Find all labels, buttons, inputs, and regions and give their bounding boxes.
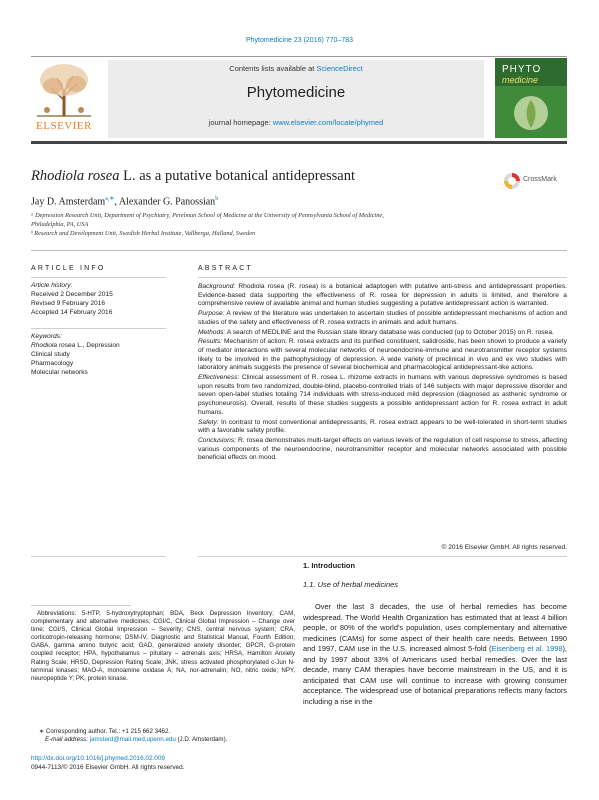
author-panossian-affil[interactable]: b	[215, 196, 219, 202]
keywords-rule	[31, 328, 166, 329]
email-suffix: (J.D. Amsterdam).	[175, 736, 228, 744]
keyword-species: Rhodiola rosea	[31, 342, 76, 349]
abbreviations-text: Abbreviations: 5-HTP, 5-hydroxytryptophan; BDA, Beck Depression Inventory; CAM, complementary and alternative medicines; CGI/C, Clinical Global Impression – Change over time; CGI/S, Clinical Global Impression – Severity; CNS, central nervous system; CRA, corticotropin-releasing hormone; DSM-IV, Diagnostic and Statistical Manual, Fourth Edition; GABA, gamma amino butyric acid; GAD, generalized anxiety disorder; GPCR, G-protein coupled receptor; HPA, hypothalamus – pituitary – adrenals axis; HRSA, Hamilton Anxiety Rating Scale; HRSD, Depression Rating Scale; JNK, stress activated phosphorylated c-Jun N-terminal kinases; MAO-A, monoamine oxidase A; NA, nor-adrenalin; NO, nitric oxide; NPY, neuropeptide Y; PK, protein kinase.	[31, 610, 295, 682]
header-bottom-rule	[31, 141, 567, 144]
article-history-label	[31, 282, 171, 291]
abstract-methods-label: Methods:	[198, 328, 226, 336]
abstract-effectiveness-label: Effectiveness:	[198, 374, 240, 382]
homepage-line	[108, 118, 484, 127]
email-label: E-mail address:	[45, 736, 90, 744]
footnote-rule	[31, 605, 131, 606]
section-heading: 1. Introduction	[303, 561, 356, 570]
affiliation-a-line2: Philadelphia, PA, USA	[31, 221, 89, 228]
abstract-methods-text: A search of MEDLINE and the Russian state library database was conducted (up to October 2015) on R. rosea.	[226, 328, 554, 336]
keyword-rest: L., Depression	[75, 342, 120, 349]
header-top-rule	[31, 56, 567, 57]
abstract-conclusions-text: R. rosea demonstrates multi-target effects on various levels of the regulation of cell response to stress, affecting various components of the neuroendocrine, neurotransmitter receptor and molecular networks associated with possible beneficial effects on mood.	[198, 436, 567, 462]
keyword-item: Clinical study	[31, 351, 70, 358]
subsection-heading: 1.1. Use of herbal medicines	[303, 580, 399, 589]
accepted-date: Accepted 14 February 2016	[31, 309, 113, 316]
abstract-effectiveness	[198, 374, 567, 418]
abstract-results-text: Mechanism of action: R. rosea extracts and its purified constituent, salidroside, has been shown to produce a variety of mediator interactions with several molecular networks of neuroendocrine-immune and neurotransmitter receptor systems likely to be involved in the pathophysiology of depression. A wide variety of preclinical in vivo and ex vivo studies with laboratory animals suggests the presence of several biochemical and pharmacological antidepressant-like actions.	[198, 338, 567, 372]
abstract-purpose-label: Purpose:	[198, 310, 225, 318]
article-info-rule	[31, 277, 166, 278]
author-list	[31, 195, 218, 207]
crossmark-icon	[503, 172, 521, 190]
keywords-label	[31, 333, 171, 342]
author-amsterdam[interactable]: Jay D. Amsterdam	[31, 196, 106, 208]
abstract-results-label: Results:	[198, 338, 222, 346]
abbreviations-footnote	[31, 610, 295, 683]
abstract-safety-label: Safety:	[198, 418, 219, 426]
keyword-item: Pharmacology	[31, 360, 74, 367]
intro-paragraph	[303, 602, 567, 707]
author-panossian[interactable]: Alexander G. Panossian	[118, 196, 216, 208]
abstract-background-text: Rhodiola rosea (R. rosea) is a botanical adaptogen with putative anti-stress and antidepressant properties. Evidence-based data supporting the effectiveness of R. rosea for depression in adults is limited, and therefore a comprehensive review of available animal and human studies suggesting a putative antidepressant action is warranted.	[198, 283, 567, 308]
abstract-background	[198, 283, 567, 309]
crossmark-label[interactable]: CrossMark	[523, 176, 557, 183]
article-history-label-text: Article history:	[31, 282, 73, 289]
homepage-link[interactable]: www.elsevier.com/locate/phymed	[272, 118, 384, 127]
sciencedirect-link[interactable]: ScienceDirect	[316, 64, 363, 73]
abstract-copyright: © 2016 Elsevier GmbH. All rights reserved.	[441, 544, 567, 551]
keywords-label-text: Keywords:	[31, 333, 62, 340]
abstract-safety-text: In contrast to most conventional antidepressants, R. rosea extract appears to be well-tolerated in short-term studies with a favorable safety profile.	[198, 418, 567, 435]
info-end-rule	[31, 556, 166, 557]
abstract-purpose	[198, 310, 567, 327]
intro-text-b: ), and by 1997 about 33% of Americans used herbal remedies. Over the last decade, many CAM therapies have become mainstream in the US, and it is anticipated that CAM use will continue to increase with growing consumer acceptance. The widespread use of botanical preparations reflects many factors including a rise in the	[303, 644, 567, 706]
email-line	[39, 736, 227, 744]
author-amsterdam-affil[interactable]: a,∗	[105, 196, 115, 202]
corresponding-author-line: ∗ Corresponding author. Tel.: +1 215 662 3462.	[39, 728, 171, 735]
body-paragraph	[303, 602, 567, 707]
abstract-methods	[198, 329, 567, 338]
abstract-purpose-text: A review of the literature was undertaken to ascertain studies of possible antidepressant mechanisms of action and studies of the safety and effectiveness of R. rosea extracts in animals and adult humans.	[198, 310, 568, 326]
keyword-item: Molecular networks	[31, 369, 88, 376]
abstract-heading: ABSTRACT	[198, 265, 253, 272]
intro-text-a: Over the last 3 decades, the use of herbal remedies has become widespread. The World Health Organization has estimated that at least 4 billion people, or 80% of the world's population, uses complementary and alternative medicines (CAMs) for some aspect of their health care needs. Between 1990 and 1997, CAM use in the U.S. increased almost 5-fold (	[303, 602, 567, 653]
contents-prefix: Contents lists available at	[229, 64, 317, 73]
corresponding-author-note	[39, 728, 227, 744]
homepage-prefix: journal homepage:	[208, 118, 273, 127]
article-title	[31, 168, 355, 185]
abstract-results	[198, 338, 567, 373]
cover-title-medicine: medicine	[502, 75, 539, 85]
revised-date: Revised 9 February 2016	[31, 300, 106, 307]
author-separator: ,	[114, 196, 119, 208]
abstract-rule	[198, 277, 567, 278]
journal-reference[interactable]: Phytomedicine 23 (2016) 770–783	[245, 37, 354, 44]
article-info-heading: ARTICLE INFO	[31, 265, 106, 272]
citation-link[interactable]: Eisenberg et al. 1998	[491, 644, 563, 653]
abstract-conclusions-label: Conclusions:	[198, 436, 237, 444]
abstract-background-label: Background:	[198, 283, 236, 290]
doi-link[interactable]: http://dx.doi.org/10.1016/j.phymed.2016.02.009	[31, 755, 165, 762]
abstract-conclusions	[198, 437, 567, 463]
article-title-species: Rhodiola rosea	[31, 168, 120, 184]
abstract-effectiveness-text: Clinical assessment of R. rosea L. rhizome extracts in humans with various depressive syndromes is based upon results from two randomized, double-blind, placebo-controlled trials of 146 subjects with major depressive disorder and seven open-label studies totaling 714 individuals with stress-induced mild depression (diagnosed as asthenic syndrome or psychoneurosis). Overall, results of these studies suggests a possible antidepressant action for R. rosea extract in adult humans.	[198, 374, 567, 416]
cover-title-phyto: PHYTO	[502, 64, 542, 75]
article-title-rest: L. as a putative botanical antidepressant	[119, 168, 356, 184]
contents-line	[108, 64, 484, 73]
abstract-body	[198, 283, 567, 464]
abstract-end-rule	[198, 556, 567, 557]
affiliation-b: ᵇ Research and Development Unit, Swedish Herbal Institute, Vallberga, Halland, Sweden	[31, 230, 256, 237]
issn-line: 0944-7113/© 2016 Elsevier GmbH. All rights reserved.	[31, 764, 185, 771]
elsevier-wordmark: ELSEVIER	[36, 120, 92, 132]
affiliation-a-line1: ᵃ Depression Research Unit, Department of Psychiatry, Perelman School of Medicine at the University of Pennsylvania School of Medicine,	[31, 212, 384, 219]
keyword-item	[31, 342, 171, 351]
email-link[interactable]: jamsterd@mail.med.upenn.edu	[89, 736, 176, 744]
received-date: Received 2 December 2015	[31, 291, 113, 298]
journal-title: Phytomedicine	[246, 84, 346, 101]
abstract-safety	[198, 419, 567, 436]
affiliation-rule	[31, 250, 567, 251]
